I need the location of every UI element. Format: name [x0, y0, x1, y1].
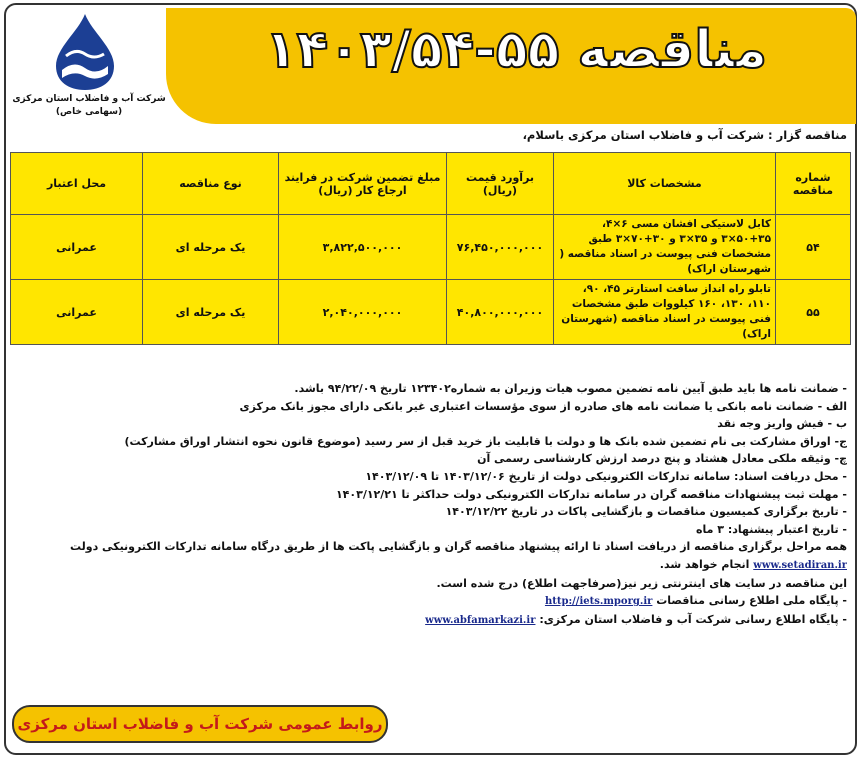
intro-line: مناقصه گزار : شرکت آب و فاضلاب استان مرکزی باسلام، — [522, 128, 847, 142]
header-tender-type: نوع مناقصه — [143, 153, 279, 215]
cell-guarantee-amount: ۳,۸۲۲,۵۰۰,۰۰۰ — [279, 215, 447, 280]
cell-guarantee-amount: ۲,۰۴۰,۰۰۰,۰۰۰ — [279, 280, 447, 345]
cell-price-estimate: ۷۶,۴۵۰,۰۰۰,۰۰۰ — [447, 215, 554, 280]
header-tender-number: شماره مناقصه — [776, 153, 851, 215]
note-websites: این مناقصه در سایت های اینترنتی زیر نیز(صرفاجهت اطلاع) درج شده است. — [436, 576, 847, 590]
note-national-portal — [12, 592, 847, 611]
company-name-line1: شرکت آب و فاضلاب استان مرکزی — [12, 94, 166, 104]
cell-credit-source: عمرانی — [11, 215, 143, 280]
cell-tender-type: یک مرحله ای — [143, 215, 279, 280]
tender-table — [10, 152, 851, 345]
note-bank-guarantee: الف - ضمانت نامه بانکی یا ضمانت نامه های صادره از سوی مؤسسات اعتباری غیر بانکی دارای مجوز بانک مرکزی — [239, 399, 847, 413]
header-guarantee-amount: مبلغ تضمین شرکت در فرایند ارجاع کار (ریال) — [279, 153, 447, 215]
cell-tender-number: ۵۵ — [776, 280, 851, 345]
note-opening-date: - تاریخ برگزاری کمیسیون مناقصات و بازگشایی پاکات در تاریخ ۱۴۰۳/۱۲/۲۲ — [445, 505, 847, 519]
setadiran-link[interactable]: www.setadiran.ir — [753, 559, 847, 571]
note-document-pickup: - محل دریافت اسناد: سامانه تدارکات الکترونیکی دولت از تاریخ ۱۴۰۳/۱۲/۰۶ تا ۱۴۰۳/۱۲/۰۹ — [365, 469, 847, 483]
abfamarkazi-link[interactable]: www.abfamarkazi.ir — [425, 614, 536, 626]
header-price-estimate: برآورد قیمت (ریال) — [447, 153, 554, 215]
cell-price-estimate: ۴۰,۸۰۰,۰۰۰,۰۰۰ — [447, 280, 554, 345]
header-goods-spec: مشخصات کالا — [554, 153, 776, 215]
note-guarantee-rule: - ضمانت نامه ها باید طبق آیین نامه تضمین مصوب هیات وزیران به شماره۱۲۳۴۰۲ تاریخ ۹۴/۲۲/۰۹ باشد. — [294, 382, 847, 395]
table-header-row — [11, 153, 851, 215]
note-submission-deadline: - مهلت ثبت پیشنهادات مناقصه گران در سامانه تدارکات الکترونیکی دولت حداکثر تا ۱۴۰۳/۱۲/۲۱ — [335, 487, 847, 501]
company-name-line2: (سهامی خاص) — [55, 107, 123, 117]
note-national-portal-label: - پایگاه ملی اطلاع رسانی مناقصات — [656, 594, 847, 608]
note-company-portal-label: - پایگاه اطلاع رسانی شرکت آب و فاضلاب استان مرکزی: — [539, 612, 847, 626]
table-row — [11, 215, 851, 280]
note-process-line2 — [12, 556, 847, 575]
company-name — [10, 93, 168, 119]
cell-tender-number: ۵۴ — [776, 215, 851, 280]
note-company-portal — [12, 611, 847, 630]
note-property-collateral: چ- وثیقه ملکی معادل هشتاد و پنج درصد ارزش کارشناسی رسمی آن — [477, 452, 847, 466]
table-row — [11, 280, 851, 345]
note-cash-deposit: ب - فیش واریز وجه نقد — [717, 417, 847, 431]
note-process-text: همه مراحل برگزاری مناقصه از دریافت اسناد تا ارائه پیشنهاد مناقصه گران و بازگشایی پاکت ها از طریق درگاه سامانه تدارکات الکترونیکی دولت — [69, 540, 847, 554]
notice-title: مناقصه ۵۵-۱۴۰۳/۵۴ — [264, 20, 768, 80]
note-validity: - تاریخ اعتبار پیشنهاد: ۳ ماه — [696, 522, 847, 536]
note-process-end: انجام خواهد شد. — [659, 557, 750, 571]
cell-credit-source: عمرانی — [11, 280, 143, 345]
water-drop-logo-icon — [48, 12, 122, 92]
notice-notes — [12, 380, 847, 629]
header-credit-source: محل اعتبار — [11, 153, 143, 215]
cell-tender-type: یک مرحله ای — [143, 280, 279, 345]
iets-link[interactable]: http://iets.mporg.ir — [544, 596, 653, 608]
public-relations-banner: روابط عمومی شرکت آب و فاضلاب استان مرکزی — [12, 705, 388, 743]
cell-goods-spec: تابلو راه انداز سافت استارتر ۴۵، ۹۰، ۱۱۰، ۱۳۰، ۱۶۰ کیلووات طبق مشخصات فنی پیوست در اسناد مناقصه (شهرستان اراک) — [554, 280, 776, 345]
note-bonds: ج- اوراق مشارکت بی نام تضمین شده بانک ها و دولت با قابلیت باز خرید قبل از سر رسید (موضوع قانون نحوه انتشار اوراق مشارکت) — [124, 434, 847, 448]
cell-goods-spec: کابل لاستیکی افشان مسی ۶×۴، ۳۵+۵۰×۳ و ۳۵×۳ و ۳۰+۷۰×۳ طبق مشخصات فنی پیوست در اسناد مناقصه ( شهرستان اراک) — [554, 215, 776, 280]
